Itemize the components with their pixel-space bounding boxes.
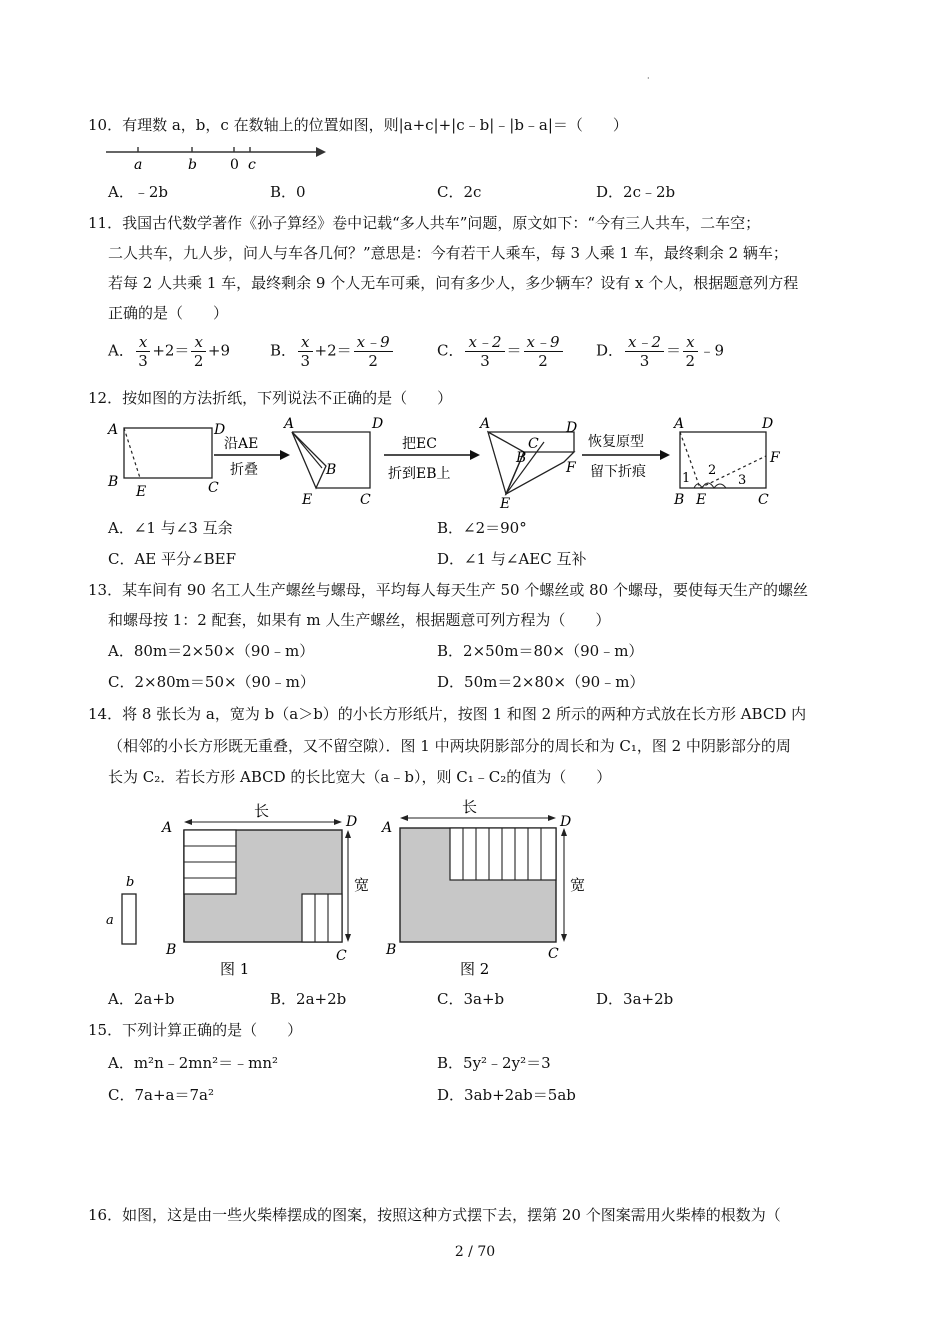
q12-stem: 12．按如图的方法折纸，下列说法不正确的是（ ） xyxy=(88,389,453,407)
svg-text:B: B xyxy=(326,462,337,478)
q10-option-d: D．2c﹣2b xyxy=(596,183,676,201)
q12-option-d: D．∠1 与∠AEC 互补 xyxy=(437,550,587,568)
svg-text:A: A xyxy=(108,422,119,438)
q11-option-b: B． $\frac{x}{3}$ +2＝ $\frac{x﹣9}{2}$ xyxy=(270,333,395,370)
svg-text:F: F xyxy=(770,450,780,466)
svg-text:E: E xyxy=(302,492,313,508)
q11-line-2: 二人共车，九人步，问人与车各几何？”意思是：今有若干人乘车，每 3 人乘 1 车，最终剩余 2 辆车； xyxy=(108,244,788,262)
svg-text:B: B xyxy=(674,492,685,508)
svg-text:A: A xyxy=(480,416,491,432)
q12-folding-figure xyxy=(104,412,804,512)
svg-text:C: C xyxy=(528,436,539,452)
svg-text:C: C xyxy=(548,946,559,962)
svg-text:折到EB上: 折到EB上 xyxy=(388,466,451,482)
q14-line-2: （相邻的小长方形既无重叠，又不留空隙）．图 1 中两块阴影部分的周长和为 C₁，图 2 中阴影部分的周 xyxy=(108,737,791,755)
document-page: · 10．有理数 a，b，c 在数轴上的位置如图，则|a+c|+|c﹣b|﹣|b﹣a|＝（ ） a b 0 c A．﹣2b B．0 C．2c D．2c﹣2b 11．我国古代数学著作《孙子算经》卷中记载“多人共车”问题，原文如下：“今有三人共车，二车空； 二人共车，九人步，问人与车各几何？”意思是：今有若干人乘车，每 3 人乘 1 车，最终剩余 2 辆车； 若每 2 人共乘 1 车，最终剩余 9 个人无车可乘，问有多少人，多少辆车？设有 x 个人，根据题意列方程 正确的是（ ） A． $\frac{x}{3}$ +2＝ $\frac{x}{2}$ +9 B． $\frac{x}{3}$ +2＝ $\frac{x﹣9}{2}$ C． $\frac{x﹣2}{3}$ ＝ $\frac{x﹣9}{2}$ D． $\frac{x﹣2}{3}$ ＝ $\frac{x}{2}$ ﹣9 12．按如图的方法折纸，下列说法不正确的是（ ） A D B E C 沿AE 折叠 A D B E C 把EC 折到EB上 A D B C F E 恢复原型 留下折痕 A D F 1 2 3 B E C A．∠1 与∠3 互余 B．∠2＝90° C．AE 平分∠BEF D．∠1 与∠AEC 互补 13．某车间有 90 名工人生产螺丝与螺母，平均每人每天生产 50 个螺丝或 80 个螺母，要使每天生产的螺丝 和螺母按 1：2 配套，如果有 m 人生产螺丝，根据题意可列方程为（ ） A．80m＝2×50×（90﹣m） B．2×50m＝80×（90﹣m） C．2×80m＝50×（90﹣m） D．50m＝2×80×（90﹣m） 14．将 8 张长为 a，宽为 b（a＞b）的小长方形纸片，按图 1 和图 2 所示的两种方式放在长方形 ABCD 内 （相邻的小长方形既无重叠，又不留空隙）．图 1 中两块阴影部分的周长和为 C₁，图 2 中阴影部分的周 长为 C₂．若长方形 ABCD 的长比宽大（a﹣b），则 C₁﹣C₂的值为（ ） b a 长 宽 A D B C 图 1 长 宽 A D B C 图 2 A．2a+b B．2a+2b C．3a+b D．3a+2b 15．下列计算正确的是（ ） A．m²n﹣2mn²＝﹣mn² B．5y²﹣2y²＝3 C．7a+a＝7a² D．3ab+2ab＝5ab 16．如图，这是由一些火柴棒摆成的图案，按照这种方式摆下去，摆第 20 个图案需用火柴棒的根数为（ 2 / 70 xyxy=(0,0,950,1344)
q11-line-3: 若每 2 人共乘 1 车，最终剩余 9 个人无车可乘，问有多少人，多少辆车？设有 x 个人，根据题意列方程 xyxy=(108,274,799,292)
q11-line-4: 正确的是（ ） xyxy=(108,304,229,322)
svg-text:宽: 宽 xyxy=(570,876,586,894)
q15-option-b: B．5y²﹣2y²＝3 xyxy=(437,1054,551,1072)
svg-text:B: B xyxy=(516,450,527,466)
svg-text:宽: 宽 xyxy=(354,876,370,894)
q14-line-3: 长为 C₂．若长方形 ABCD 的长比宽大（a﹣b），则 C₁﹣C₂的值为（ ） xyxy=(108,768,612,786)
q14-option-a: A．2a+b xyxy=(108,990,175,1008)
svg-text:C: C xyxy=(360,492,371,508)
q10-number-line xyxy=(104,142,330,172)
svg-text:C: C xyxy=(758,492,769,508)
svg-text:B: B xyxy=(386,942,397,958)
svg-text:C: C xyxy=(336,948,347,964)
q11-option-d: D． $\frac{x﹣2}{3}$ ＝ $\frac{x}{2}$ ﹣9 xyxy=(596,333,725,370)
q10-label-b: b xyxy=(188,157,197,172)
q10-label-0: 0 xyxy=(230,157,239,172)
q11-option-a: A． $\frac{x}{3}$ +2＝ $\frac{x}{2}$ +9 xyxy=(108,333,231,370)
svg-text:D: D xyxy=(560,814,572,830)
svg-text:长: 长 xyxy=(462,798,478,816)
q14-line-1: 14．将 8 张长为 a，宽为 b（a＞b）的小长方形纸片，按图 1 和图 2 所示的两种方式放在长方形 ABCD 内 xyxy=(88,705,807,723)
svg-text:F: F xyxy=(566,460,576,476)
q10-stem: 10．有理数 a，b，c 在数轴上的位置如图，则|a+c|+|c﹣b|﹣|b﹣a|＝（ ） xyxy=(88,116,628,134)
svg-text:图 1: 图 1 xyxy=(220,960,250,978)
q13-option-c: C．2×80m＝50×（90﹣m） xyxy=(108,673,315,691)
q12-option-a: A．∠1 与∠3 互余 xyxy=(108,519,233,537)
svg-text:1: 1 xyxy=(682,471,691,486)
q13-option-a: A．80m＝2×50×（90﹣m） xyxy=(108,642,315,660)
q11-line-1: 11．我国古代数学著作《孙子算经》卷中记载“多人共车”问题，原文如下：“今有三人共车，二车空； xyxy=(88,214,761,232)
svg-text:a: a xyxy=(106,913,114,928)
svg-text:D: D xyxy=(566,420,578,436)
svg-text:2: 2 xyxy=(708,463,717,478)
svg-text:沿AE: 沿AE xyxy=(224,436,259,452)
svg-text:3: 3 xyxy=(738,473,747,488)
svg-text:D: D xyxy=(346,814,358,830)
svg-text:B: B xyxy=(108,474,119,490)
q12-option-c: C．AE 平分∠BEF xyxy=(108,550,236,568)
q13-line-1: 13．某车间有 90 名工人生产螺丝与螺母，平均每人每天生产 50 个螺丝或 80 个螺母，要使每天生产的螺丝 xyxy=(88,581,808,599)
q12-option-b: B．∠2＝90° xyxy=(437,519,527,537)
q14-option-c: C．3a+b xyxy=(437,990,505,1008)
svg-text:留下折痕: 留下折痕 xyxy=(590,464,646,480)
q13-line-2: 和螺母按 1：2 配套，如果有 m 人生产螺丝，根据题意可列方程为（ ） xyxy=(108,611,611,629)
svg-text:A: A xyxy=(382,820,393,836)
page-number: 2 / 70 xyxy=(454,1244,496,1260)
svg-text:E: E xyxy=(500,496,511,512)
q11-option-c: C． $\frac{x﹣2}{3}$ ＝ $\frac{x﹣9}{2}$ xyxy=(437,333,565,370)
q15-option-a: A．m²n﹣2mn²＝﹣mn² xyxy=(108,1054,279,1072)
svg-text:B: B xyxy=(166,942,177,958)
svg-text:A: A xyxy=(162,820,173,836)
svg-text:图 2: 图 2 xyxy=(460,960,490,978)
svg-text:D: D xyxy=(214,422,226,438)
svg-text:折叠: 折叠 xyxy=(230,462,258,478)
q15-stem: 15．下列计算正确的是（ ） xyxy=(88,1021,303,1039)
q13-option-b: B．2×50m＝80×（90﹣m） xyxy=(437,642,644,660)
q10-label-a: a xyxy=(134,157,143,172)
q15-option-c: C．7a+a＝7a² xyxy=(108,1086,214,1104)
svg-text:C: C xyxy=(208,480,219,496)
svg-text:D: D xyxy=(762,416,774,432)
svg-text:A: A xyxy=(284,416,295,432)
q16-stem: 16．如图，这是由一些火柴棒摆成的图案，按照这种方式摆下去，摆第 20 个图案需用火柴棒的根数为（ xyxy=(88,1206,781,1224)
svg-text:E: E xyxy=(696,492,707,508)
q10-option-b: B．0 xyxy=(270,183,306,201)
q10-option-a: A．﹣2b xyxy=(108,183,168,201)
svg-text:D: D xyxy=(372,416,384,432)
q10-option-c: C．2c xyxy=(437,183,482,201)
svg-text:长: 长 xyxy=(254,802,270,820)
svg-text:b: b xyxy=(126,875,135,890)
svg-text:恢复原型: 恢复原型 xyxy=(588,434,644,450)
q14-rectangles-figure xyxy=(100,796,600,982)
svg-text:A: A xyxy=(674,416,685,432)
svg-text:E: E xyxy=(136,484,147,500)
q10-label-c: c xyxy=(248,157,256,172)
q14-option-b: B．2a+2b xyxy=(270,990,347,1008)
svg-text:把EC: 把EC xyxy=(402,436,437,452)
q13-option-d: D．50m＝2×80×（90﹣m） xyxy=(437,673,645,691)
q15-option-d: D．3ab+2ab＝5ab xyxy=(437,1086,576,1104)
q14-option-d: D．3a+2b xyxy=(596,990,674,1008)
